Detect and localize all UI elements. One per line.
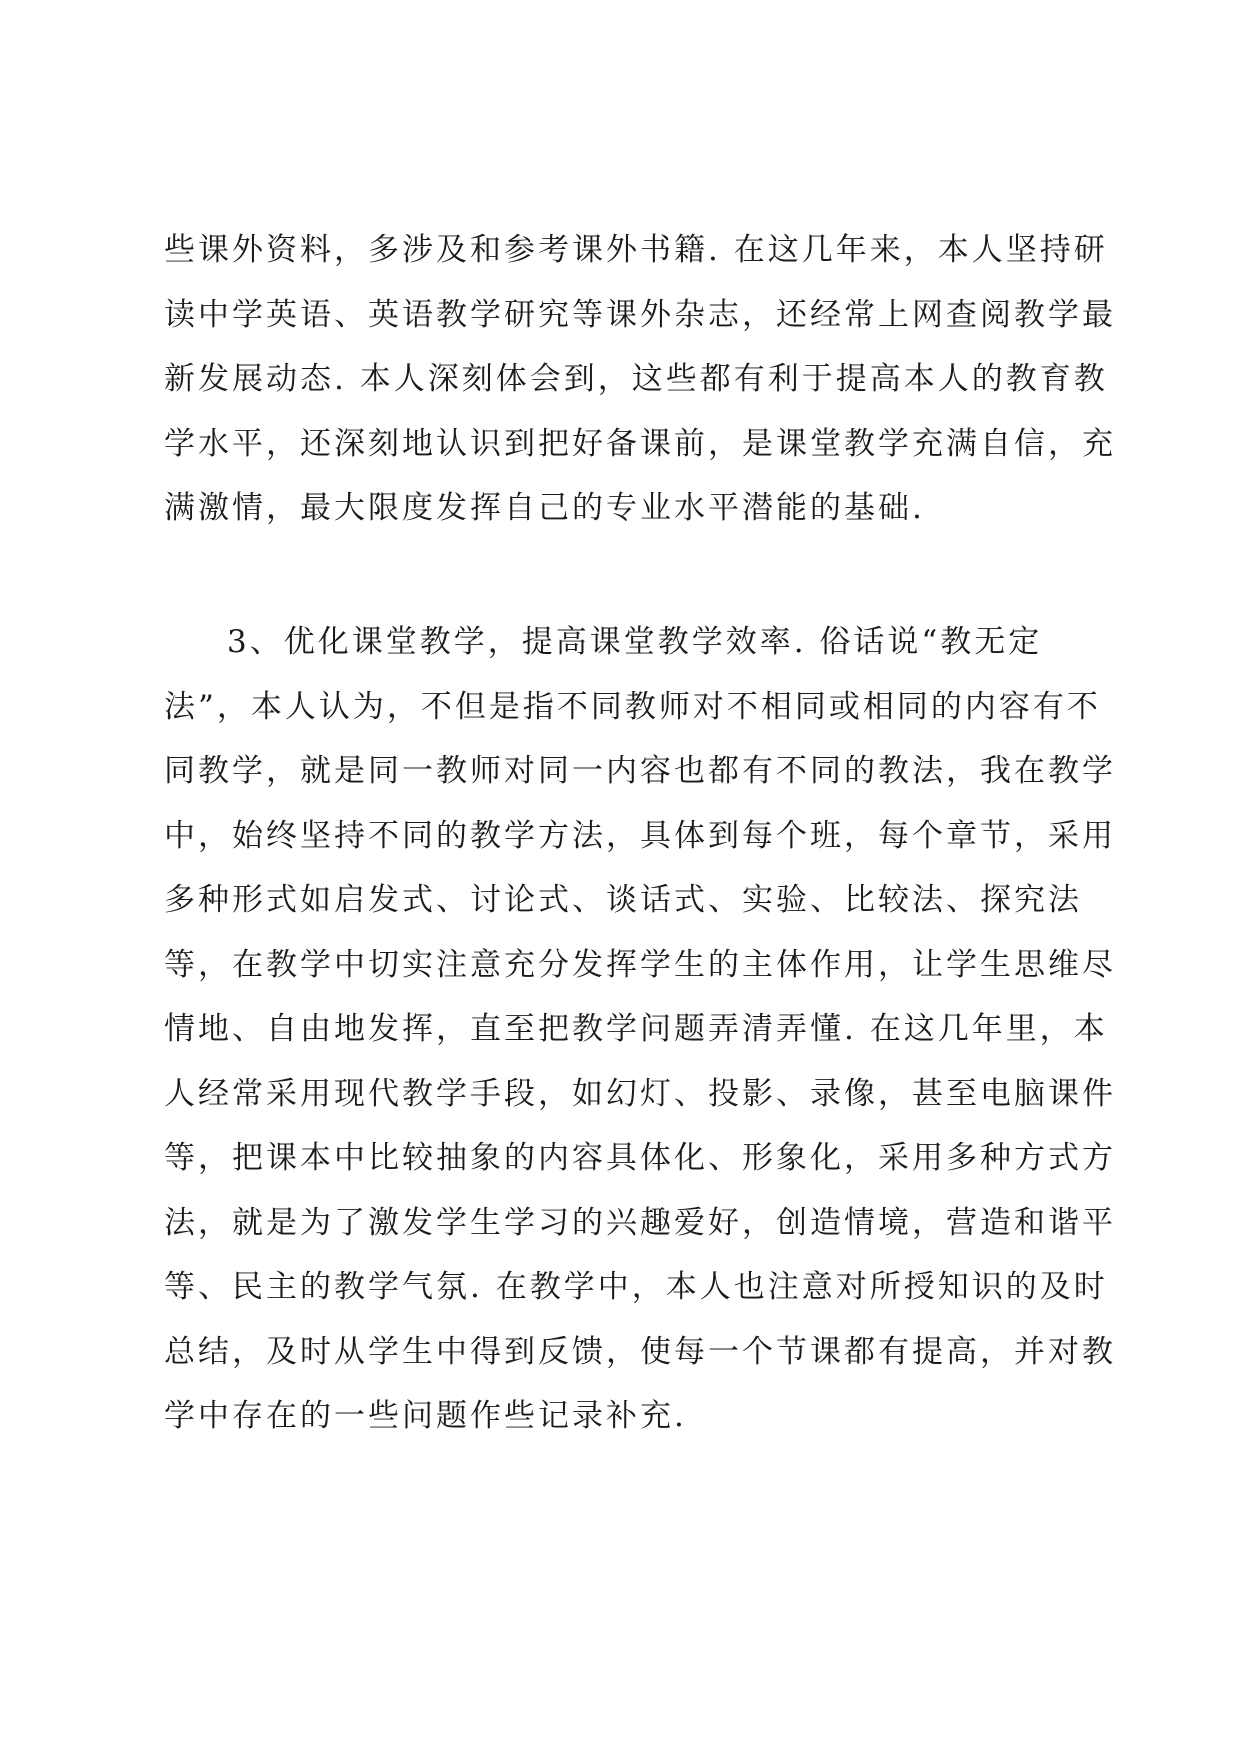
paragraph-line: 同教学，就是同一教师对同一内容也都有不同的教法，我在教学 [164, 753, 1116, 789]
paragraph-line: 学中存在的一些问题作些记录补充. [164, 1398, 687, 1434]
paragraph-line: 中，始终坚持不同的教学方法，具体到每个班，每个章节，采用 [164, 817, 1116, 854]
paragraph-line: 情地、自由地发挥，直至把教学问题弄清弄懂. 在这几年里，本 [164, 1011, 1108, 1047]
paragraph-line: 学水平，还深刻地认识到把好备课前，是课堂教学充满自信，充 [164, 425, 1116, 462]
paragraph-line: 满激情，最大限度发挥自己的专业水平潜能的基础. [164, 490, 925, 526]
paragraph-line: 读中学英语、英语教学研究等课外杂志，还经常上网查阅教学最 [164, 296, 1116, 333]
paragraph-line: 3、优化课堂教学，提高课堂教学效率. 俗话说“教无定 [227, 624, 1043, 660]
paragraph-line: 多种形式如启发式、讨论式、谈话式、实验、比较法、探究法 [164, 882, 1082, 918]
paragraph-line: 等、民主的教学气氛. 在教学中，本人也注意对所授知识的及时 [164, 1269, 1108, 1305]
paragraph-1 [164, 218, 1116, 541]
paragraph-line: 等，把课本中比较抽象的内容具体化、形象化，采用多种方式方 [164, 1140, 1116, 1176]
paragraph-line: 新发展动态. 本人深刻体会到，这些都有利于提高本人的教育教 [164, 361, 1108, 397]
paragraph-line: 人经常采用现代教学手段，如幻灯、投影、录像，甚至电脑课件 [164, 1075, 1116, 1112]
paragraph-line: 法，就是为了激发学生学习的兴趣爱好，创造情境，营造和谐平 [164, 1204, 1116, 1241]
paragraph-line: 总结，及时从学生中得到反馈，使每一个节课都有提高，并对教 [164, 1333, 1116, 1370]
paragraph-line: 法”，本人认为，不但是指不同教师对不相同或相同的内容有不 [164, 688, 1101, 725]
paragraph-line: 等，在教学中切实注意充分发挥学生的主体作用，让学生思维尽 [164, 946, 1116, 983]
paragraph-line: 些课外资料，多涉及和参考课外书籍. 在这几年来，本人坚持研 [164, 232, 1108, 268]
paragraph-2 [164, 610, 1116, 1449]
